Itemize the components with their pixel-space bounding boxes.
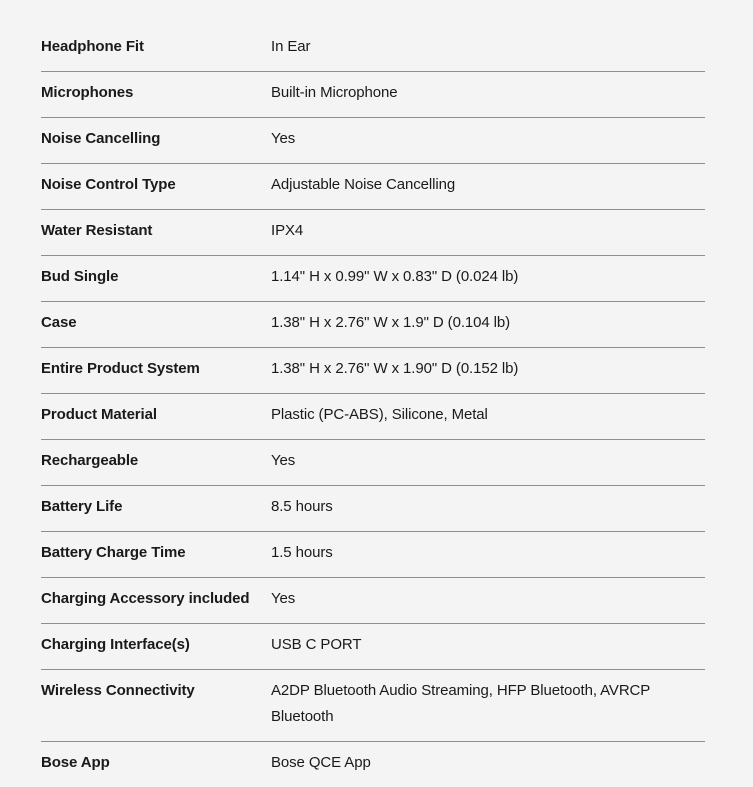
spec-value: 1.5 hours (271, 544, 333, 561)
spec-row-rechargeable (41, 440, 705, 486)
spec-label: Microphones (41, 84, 134, 101)
spec-label: Battery Charge Time (41, 544, 186, 561)
spec-label: Bose App (41, 754, 110, 771)
spec-value: 1.38" H x 2.76" W x 1.9" D (0.104 lb) (271, 314, 511, 331)
spec-row-charging-accessory-included (41, 578, 705, 624)
spec-label: Water Resistant (41, 222, 153, 239)
spec-row-bose-app (41, 742, 705, 787)
spec-value: In Ear (271, 38, 311, 55)
spec-row-battery-life (41, 486, 705, 532)
spec-label: Charging Interface(s) (41, 636, 190, 653)
spec-row-case (41, 302, 705, 348)
spec-label: Noise Cancelling (41, 130, 161, 147)
spec-value: Built-in Microphone (271, 84, 398, 101)
spec-label: Case (41, 314, 77, 331)
spec-value: 1.14" H x 0.99" W x 0.83" D (0.024 lb) (271, 268, 519, 285)
spec-value: USB C PORT (271, 636, 362, 653)
spec-row-water-resistant (41, 210, 705, 256)
spec-label: Entire Product System (41, 360, 200, 377)
spec-label: Noise Control Type (41, 176, 176, 193)
spec-value: Yes (271, 590, 296, 607)
spec-value: 8.5 hours (271, 498, 333, 515)
spec-label: Charging Accessory included (41, 590, 250, 607)
spec-value: Yes (271, 452, 296, 469)
spec-row-product-material (41, 394, 705, 440)
spec-label: Headphone Fit (41, 38, 144, 55)
spec-value: Plastic (PC-ABS), Silicone, Metal (271, 406, 488, 423)
spec-value: 1.38" H x 2.76" W x 1.90" D (0.152 lb) (271, 360, 519, 377)
spec-label: Bud Single (41, 268, 119, 285)
spec-row-charging-interfaces (41, 624, 705, 670)
spec-value: Adjustable Noise Cancelling (271, 176, 456, 193)
spec-row-headphone-fit (41, 26, 705, 72)
spec-row-wireless-connectivity (41, 670, 705, 742)
spec-label: Product Material (41, 406, 157, 423)
spec-label: Rechargeable (41, 452, 139, 469)
spec-row-battery-charge-time (41, 532, 705, 578)
spec-label: Wireless Connectivity (41, 682, 195, 699)
spec-row-noise-cancelling (41, 118, 705, 164)
spec-row-noise-control-type (41, 164, 705, 210)
spec-value: Yes (271, 130, 296, 147)
spec-value: A2DP Bluetooth Audio Streaming, HFP Bluetooth, AVRCP Bluetooth (271, 682, 650, 725)
spec-label: Battery Life (41, 498, 123, 515)
spec-value: IPX4 (271, 222, 304, 239)
spec-row-bud-single (41, 256, 705, 302)
spec-row-microphones (41, 72, 705, 118)
spec-table (41, 26, 705, 787)
spec-row-entire-product-system (41, 348, 705, 394)
spec-value: Bose QCE App (271, 754, 371, 771)
